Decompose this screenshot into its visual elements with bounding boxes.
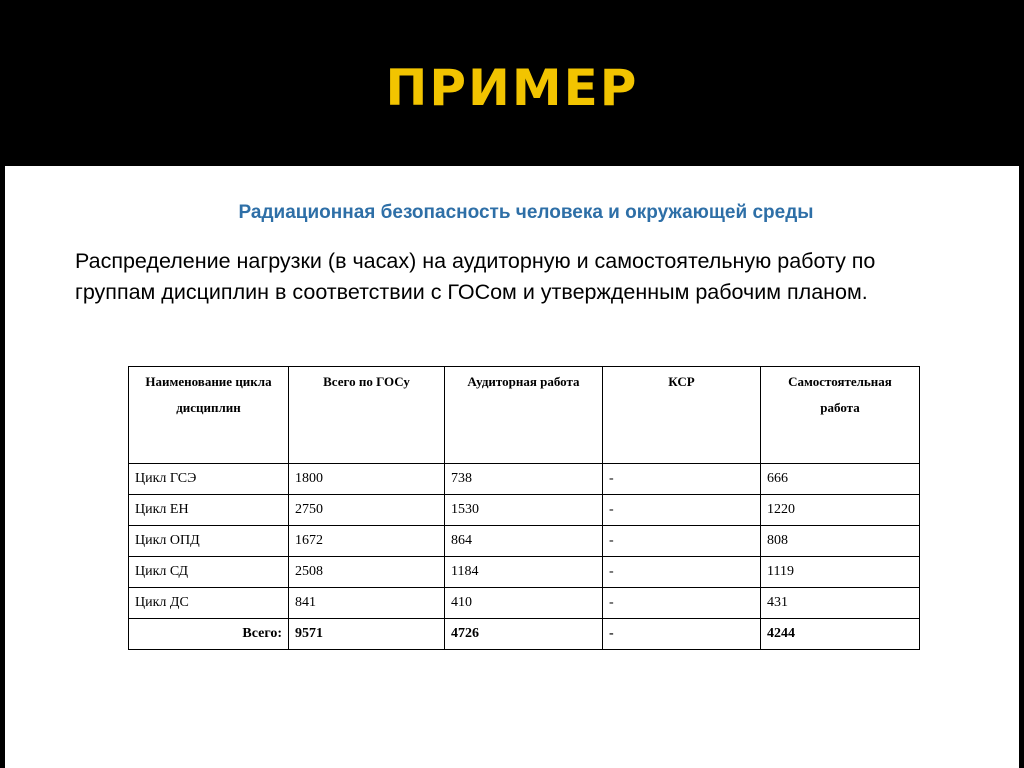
table-total-row: [129, 619, 920, 650]
cell-auditorium: 1184: [445, 557, 603, 588]
cell-cycle-name: Цикл ЕН: [129, 495, 289, 526]
cell-total-gos: 1800: [289, 464, 445, 495]
header-total-gos: Всего по ГОСу: [289, 367, 445, 464]
table-row: [129, 557, 920, 588]
cell-total-label: Всего:: [129, 619, 289, 650]
cell-cycle-name: Цикл СД: [129, 557, 289, 588]
cell-total-gos: 2508: [289, 557, 445, 588]
cell-ksr-sum: -: [603, 619, 761, 650]
cell-ksr: -: [603, 588, 761, 619]
cell-ksr: -: [603, 495, 761, 526]
cell-auditorium: 410: [445, 588, 603, 619]
slide-description: Распределение нагрузки (в часах) на аудиторную и самостоятельную работу по группам дисциплин в соответствии с ГОСом и утвержденным рабочим планом.: [75, 249, 876, 304]
table-row: [129, 495, 920, 526]
header-self-study: Самостоятельная работа: [761, 367, 920, 464]
table-row: [129, 526, 920, 557]
cell-self-study: 431: [761, 588, 920, 619]
cell-self-study: 808: [761, 526, 920, 557]
header-cycle-name: Наименование цикла дисциплин: [129, 367, 289, 464]
table-row: [129, 464, 920, 495]
cell-cycle-name: Цикл ГСЭ: [129, 464, 289, 495]
cell-total-gos-sum: 9571: [289, 619, 445, 650]
header-auditorium: Аудиторная работа: [445, 367, 603, 464]
table-row: [129, 588, 920, 619]
cell-ksr: -: [603, 557, 761, 588]
cell-auditorium: 864: [445, 526, 603, 557]
cell-ksr: -: [603, 464, 761, 495]
cell-ksr: -: [603, 526, 761, 557]
cell-auditorium-sum: 4726: [445, 619, 603, 650]
cell-cycle-name: Цикл ДС: [129, 588, 289, 619]
cell-total-gos: 2750: [289, 495, 445, 526]
header-ksr: КСР: [603, 367, 761, 464]
cell-self-study: 1119: [761, 557, 920, 588]
table-header-row: [129, 367, 920, 464]
cell-total-gos: 841: [289, 588, 445, 619]
load-distribution-table: [128, 366, 920, 650]
cell-total-gos: 1672: [289, 526, 445, 557]
cell-self-study: 666: [761, 464, 920, 495]
cell-auditorium: 1530: [445, 495, 603, 526]
slide-title: ПРИМЕР: [385, 59, 639, 117]
cell-cycle-name: Цикл ОПД: [129, 526, 289, 557]
cell-self-study: 1220: [761, 495, 920, 526]
cell-self-study-sum: 4244: [761, 619, 920, 650]
slide-subtitle: Радиационная безопасность человека и окружающей среды: [238, 202, 814, 223]
cell-auditorium: 738: [445, 464, 603, 495]
